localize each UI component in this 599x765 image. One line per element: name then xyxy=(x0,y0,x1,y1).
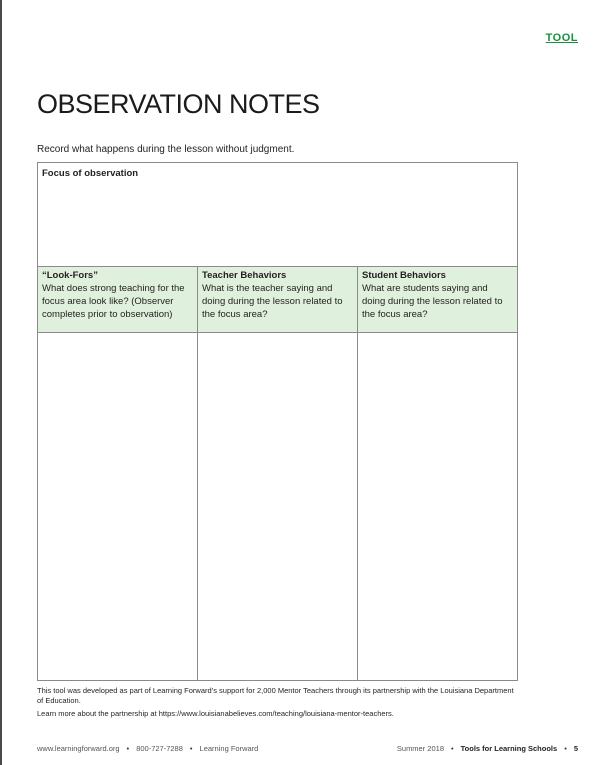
footnote-line: This tool was developed as part of Learning Forward’s support for 2,000 Mentor Teachers through its partnership with the Louisiana Department of Education. xyxy=(37,686,514,705)
page-title: OBSERVATION NOTES xyxy=(37,89,320,119)
column-header-student-behaviors xyxy=(358,267,517,332)
column-header-look-fors xyxy=(38,267,198,332)
column-prompt: What is the teacher saying and doing during the lesson related to the focus area? xyxy=(202,283,343,320)
column-header-row xyxy=(38,267,517,333)
column-title: “Look-Fors” xyxy=(42,270,98,281)
column-prompt: What does strong teaching for the focus area look like? (Observer completes prior to observation) xyxy=(42,283,185,320)
footer-right xyxy=(397,744,578,753)
footer-separator: • xyxy=(451,744,454,753)
footer-publication: Tools for Learning Schools xyxy=(460,744,558,753)
footer-separator: • xyxy=(564,744,567,753)
tool-tag: TOOL xyxy=(545,32,578,44)
footer-separator: • xyxy=(189,744,193,753)
footnote xyxy=(37,686,517,722)
page-footer xyxy=(37,744,578,756)
page-edge-rule xyxy=(0,0,2,765)
footer-issue: Summer 2018 xyxy=(396,744,444,753)
column-title: Teacher Behaviors xyxy=(202,270,287,281)
focus-of-observation-field[interactable] xyxy=(38,163,517,267)
observation-form xyxy=(37,162,518,681)
notes-row xyxy=(38,333,517,680)
footnote-line: Learn more about the partnership at https://www.louisianabelieves.com/teaching/louisiana-mentor-teachers. xyxy=(37,709,394,718)
footer-separator: • xyxy=(126,744,130,753)
look-fors-notes-field[interactable] xyxy=(38,333,198,680)
student-behaviors-notes-field[interactable] xyxy=(358,333,517,680)
column-title: Student Behaviors xyxy=(362,270,446,281)
intro-text: Record what happens during the lesson without judgment. xyxy=(37,144,295,155)
footer-left xyxy=(37,744,258,753)
column-header-teacher-behaviors xyxy=(198,267,358,332)
column-prompt: What are students saying and doing during the lesson related to the focus area? xyxy=(362,283,503,320)
footer-phone: 800-727-7288 xyxy=(136,744,183,753)
teacher-behaviors-notes-field[interactable] xyxy=(198,333,358,680)
footer-website: www.learningforward.org xyxy=(37,744,120,753)
footer-org: Learning Forward xyxy=(199,744,259,753)
page-number: 5 xyxy=(573,744,578,753)
focus-label: Focus of observation xyxy=(42,168,139,179)
